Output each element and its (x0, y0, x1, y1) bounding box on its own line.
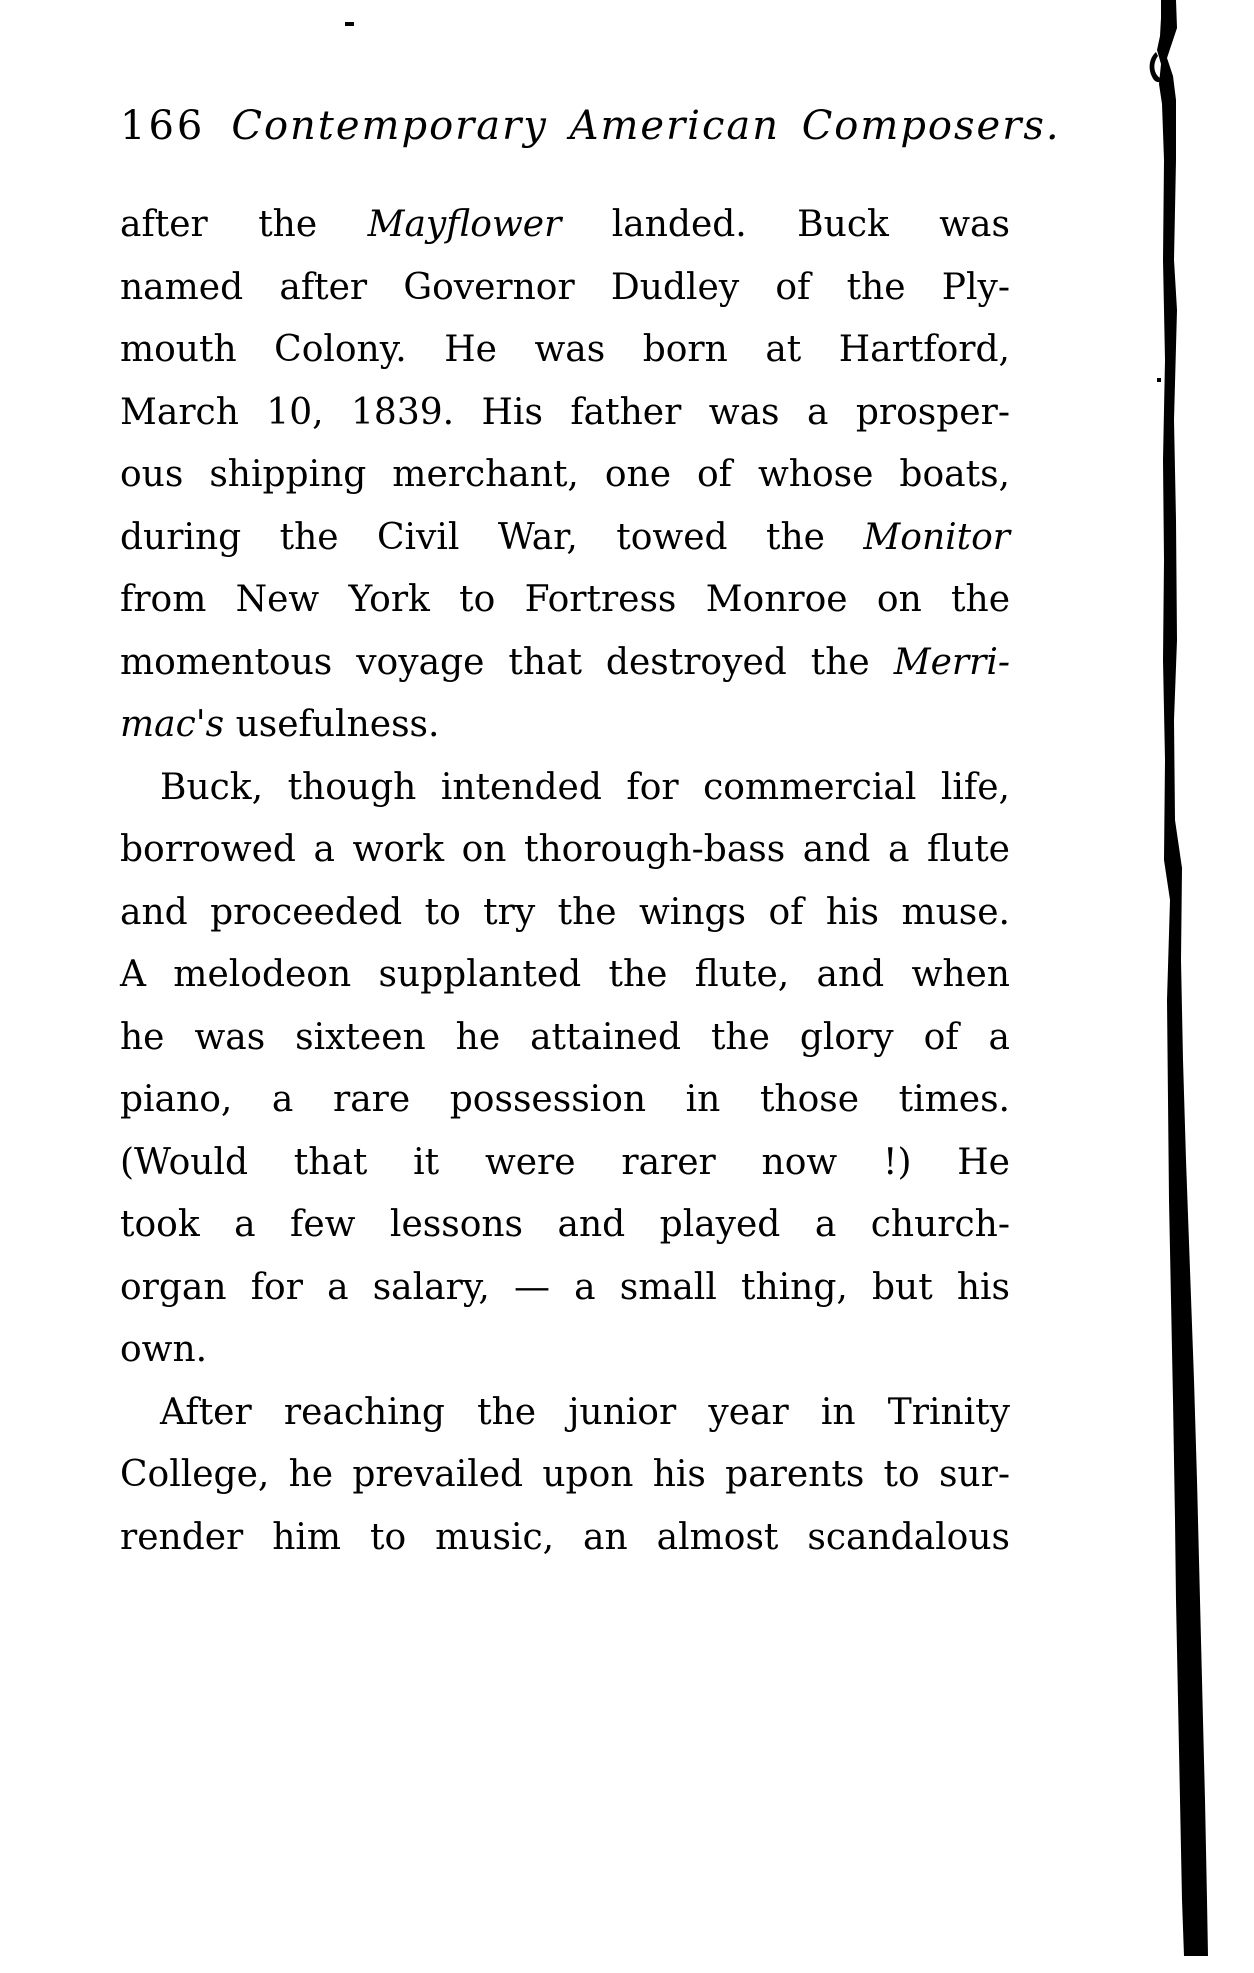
body-text-segment: own. (120, 1329, 208, 1370)
text-line (120, 319, 1010, 382)
italic-text: Monitor (863, 516, 1010, 558)
body-text-segment: (Would that it were rarer now !) He (120, 1141, 1010, 1183)
body-text-segment: he was sixteen he attained the glory of a (120, 1016, 1010, 1058)
ink-speck (345, 22, 354, 26)
text-line (120, 1319, 1010, 1382)
text-line (120, 382, 1010, 445)
paragraph (120, 194, 1010, 757)
paragraph (120, 1382, 1010, 1570)
body-text-segment: landed. Buck was (561, 204, 1010, 245)
text-line (120, 819, 1010, 882)
text-line (120, 1132, 1010, 1195)
body-text (120, 194, 1010, 1569)
body-text-segment: render him to music, an almost scandalous (120, 1516, 1010, 1558)
text-line (120, 194, 1010, 257)
text-line (120, 1069, 1010, 1132)
paragraph (120, 757, 1010, 1382)
text-line (120, 1257, 1010, 1320)
body-text-segment: momentous voyage that destroyed the (120, 641, 894, 683)
body-text-segment: usefulness. (224, 704, 440, 745)
text-line (120, 1507, 1010, 1570)
body-text-segment: mouth Colony. He was born at Hartford, (120, 329, 1010, 370)
text-line (120, 507, 1010, 570)
text-line (120, 1444, 1010, 1507)
body-text-segment: during the Civil War, towed the (120, 516, 864, 558)
italic-text: mac's (120, 704, 225, 745)
body-text-segment: piano, a rare possession in those times. (120, 1079, 1010, 1120)
page-number: 166 (120, 103, 206, 149)
text-line (120, 944, 1010, 1007)
italic-text: Merri- (893, 641, 1010, 683)
body-text-segment: College, he prevailed upon his parents to sur- (120, 1454, 1010, 1495)
body-text-segment: after the (120, 204, 368, 245)
body-text-segment: borrowed a work on thorough-bass and a flute (120, 829, 1010, 870)
running-title: Contemporary American Composers. (231, 103, 1061, 149)
text-line (120, 1194, 1010, 1257)
text-line (120, 882, 1010, 945)
body-text-segment: from New York to Fortress Monroe on the (120, 579, 1010, 620)
body-text-segment: ous shipping merchant, one of whose boats, (120, 454, 1010, 495)
text-line (120, 694, 1010, 757)
italic-text: Mayflower (367, 204, 562, 245)
text-line (120, 444, 1010, 507)
body-text-segment: and proceeded to try the wings of his muse. (120, 891, 1010, 933)
text-line (120, 1007, 1010, 1070)
body-text-segment: named after Governor Dudley of the Ply- (120, 266, 1010, 308)
text-line (120, 257, 1010, 320)
text-line (120, 632, 1010, 695)
text-line (120, 1382, 1010, 1445)
body-text-segment: A melodeon supplanted the flute, and when (120, 954, 1010, 995)
body-text-segment: After reaching the junior year in Trinity (160, 1391, 1010, 1433)
text-line (120, 757, 1010, 820)
page-header (120, 102, 1061, 150)
body-text-segment: Buck, though intended for commercial life, (160, 766, 1010, 808)
text-line (120, 569, 1010, 632)
body-text-segment: organ for a salary, — a small thing, but his (120, 1266, 1010, 1308)
body-text-segment: March 10, 1839. His father was a prosper- (120, 391, 1010, 433)
body-text-segment: took a few lessons and played a church- (120, 1204, 1010, 1245)
